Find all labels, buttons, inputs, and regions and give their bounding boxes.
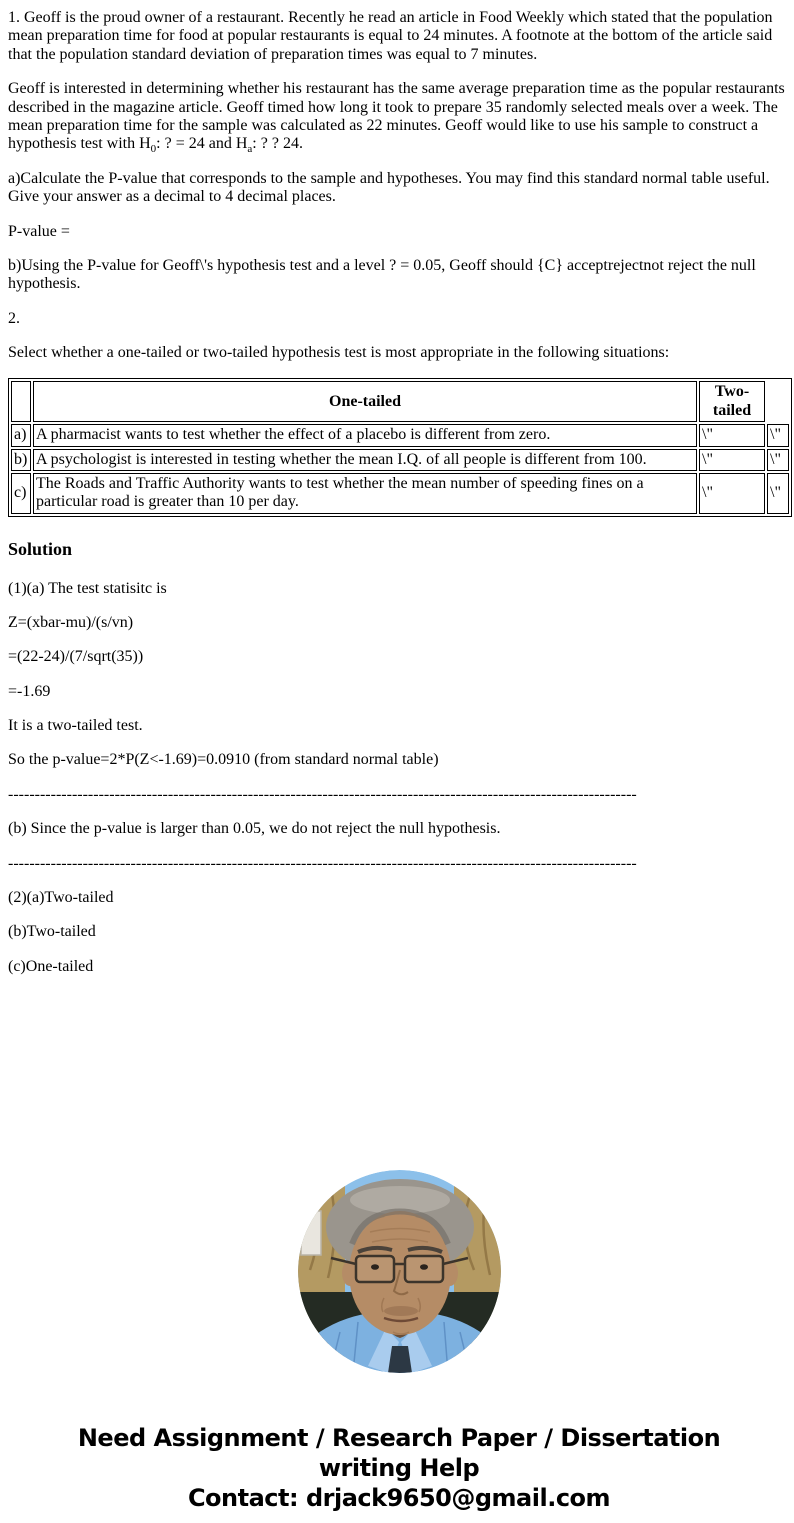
- left-eye: [371, 1264, 379, 1270]
- row-one-tailed-mark: \": [699, 449, 765, 471]
- tails-table-corner-cell: [11, 381, 31, 422]
- tutor-photo-illustration: [298, 1170, 501, 1373]
- tails-table-header-row: [11, 381, 789, 422]
- tie: [388, 1346, 412, 1373]
- solution-step: =-1.69: [8, 682, 51, 700]
- row-two-tailed-mark: \": [767, 473, 789, 514]
- solution-step: So the p-value=2*P(Z<-1.69)=0.0910 (from standard normal table): [8, 751, 439, 769]
- solution-step: =(22-24)/(7/sqrt(35)): [8, 648, 144, 666]
- photo-door-frame: [301, 1211, 321, 1255]
- question1-details: [8, 80, 790, 154]
- solution-part-b: (b) Since the p-value is larger than 0.05, we do not reject the null hypothesis.: [8, 820, 501, 838]
- ha-subscript: a: [247, 143, 253, 156]
- table-row: [11, 424, 789, 446]
- question1-hypotheses-end: : ? ? 24.: [252, 135, 303, 153]
- solution-answer: (c)One-tailed: [8, 957, 94, 975]
- row-two-tailed-mark: \": [767, 424, 789, 446]
- tails-table-two-tailed-header: Two-tailed: [699, 381, 765, 422]
- solution-answer: (b)Two-tailed: [8, 923, 96, 941]
- solution-step: (1)(a) The test statisitc is: [8, 579, 167, 597]
- dashed-divider: ----------------------------------------------------------------------------------------------------------------------: [8, 854, 637, 872]
- row-situation: A pharmacist wants to test whether the effect of a placebo is different from zero.: [33, 424, 697, 446]
- question1-hypotheses-mid: : ? = 24 and H: [156, 135, 248, 153]
- row-label: b): [11, 449, 31, 471]
- table-row: [11, 449, 789, 471]
- pvalue-prompt: P-value =: [8, 222, 70, 240]
- row-one-tailed-mark: \": [699, 473, 765, 514]
- question1-part-b: b)Using the P-value for Geoff\'s hypothesis test and a level ? = 0.05, Geoff should {C} acceptrejectnot reject the null hypothesis.: [8, 256, 756, 293]
- row-one-tailed-mark: \": [699, 424, 765, 446]
- row-situation: A psychologist is interested in testing whether the mean I.Q. of all people is different from 100.: [33, 449, 697, 471]
- question2-prompt: Select whether a one-tailed or two-tailed hypothesis test is most appropriate in the following situations:: [8, 344, 670, 362]
- tails-table: [8, 378, 792, 516]
- row-situation: The Roads and Traffic Authority wants to test whether the mean number of speeding fines on a particular road is greater than 10 per day.: [33, 473, 697, 514]
- table-row: [11, 473, 789, 514]
- promo-line-2: writing Help: [318, 1454, 480, 1483]
- promo-contact-email: Contact: drjack9650@gmail.com: [187, 1484, 611, 1513]
- solution-heading: Solution: [8, 538, 73, 559]
- tutor-photo: [298, 1170, 501, 1373]
- row-label: c): [11, 473, 31, 514]
- mustache-shadow: [384, 1306, 418, 1316]
- solution-step: It is a two-tailed test.: [8, 717, 143, 735]
- row-label: a): [11, 424, 31, 446]
- tails-table-one-tailed-header: One-tailed: [33, 381, 697, 422]
- question1-part-a: a)Calculate the P-value that corresponds to the sample and hypotheses. You may find this standard normal table useful. Give your answer as a decimal to 4 decimal places.: [8, 169, 770, 206]
- promo-line-1: Need Assignment / Research Paper / Dissertation: [77, 1424, 721, 1453]
- question2-number: 2.: [8, 309, 20, 327]
- right-eye: [420, 1264, 428, 1270]
- h0-subscript: 0: [150, 143, 157, 156]
- solution-answer: (2)(a)Two-tailed: [8, 889, 114, 907]
- row-two-tailed-mark: \": [767, 449, 789, 471]
- question1-intro: 1. Geoff is the proud owner of a restaurant. Recently he read an article in Food Weekly which stated that the population mean preparation time for food at popular restaurants is equal to 24 minutes. A footnote at the bottom of the article said that the population standard deviation of preparation times was equal to 7 minutes.: [8, 9, 773, 63]
- dashed-divider: ----------------------------------------------------------------------------------------------------------------------: [8, 785, 637, 803]
- promo-banner: [8, 1423, 790, 1513]
- question1-details-text: Geoff is interested in determining whether his restaurant has the same average preparation time as the popular restaurants described in the magazine article. Geoff timed how long it took to prepare 35 randomly selected meals over a week. The mean preparation time for the sample was calculated as 22 minutes. Geoff would like to use his sample to construct a hypothesis test with H: [8, 80, 785, 153]
- solution-step: Z=(xbar-mu)/(s/vn): [8, 613, 134, 631]
